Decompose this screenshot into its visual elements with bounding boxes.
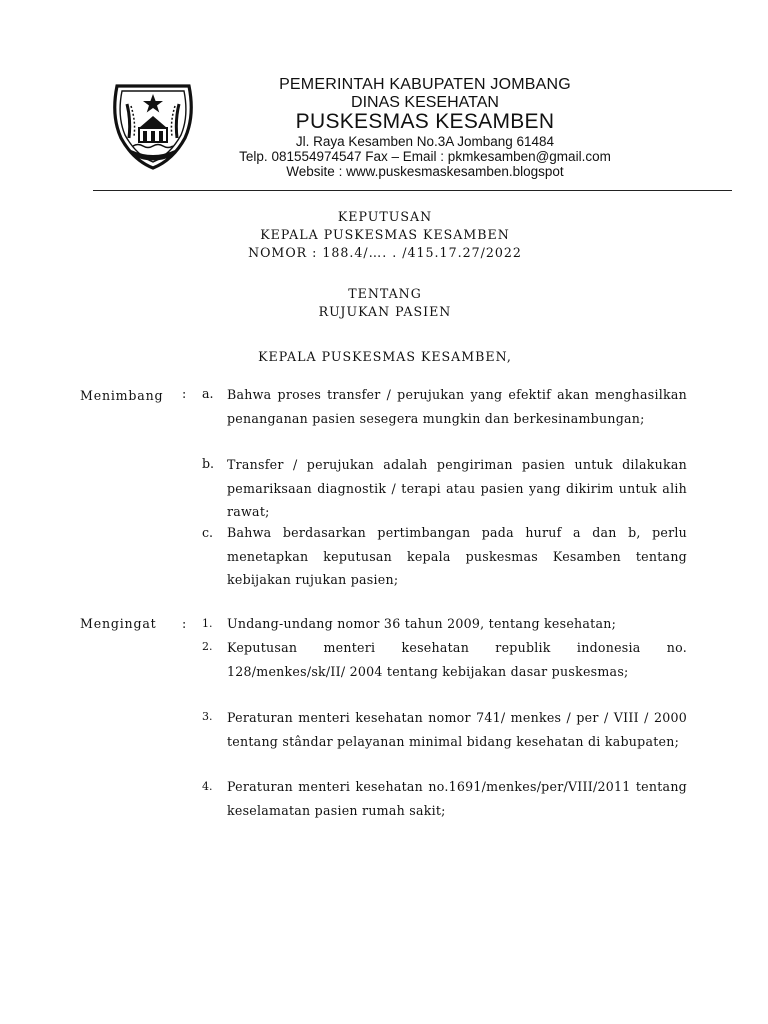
jombang-regency-emblem-icon bbox=[103, 76, 203, 172]
menimbang-marker-b: b. bbox=[202, 456, 215, 471]
menimbang-label: Menimbang bbox=[80, 388, 164, 403]
mengingat-item-1: Undang-undang nomor 36 tahun 2009, tentang kesehatan; bbox=[227, 616, 617, 631]
title-keputusan: KEPUTUSAN bbox=[337, 209, 433, 224]
menimbang-marker-c: c. bbox=[202, 525, 214, 540]
issuer-heading: KEPALA PUSKESMAS KESAMBEN, bbox=[258, 349, 512, 364]
mengingat-colon: : bbox=[182, 616, 187, 631]
title-tentang: TENTANG bbox=[348, 286, 422, 301]
header-government: PEMERINTAH KABUPATEN JOMBANG bbox=[279, 76, 571, 93]
menimbang-item-b: Transfer / perujukan adalah pengiriman pasien untuk dilakukan pemariksaan diagnostik / terapi atau pasien yang dikirim untuk alih rawat; bbox=[227, 457, 687, 519]
title-subject: RUJUKAN PASIEN bbox=[318, 304, 452, 319]
mengingat-marker-2: 2. bbox=[202, 640, 213, 653]
header-department: DINAS KESEHATAN bbox=[351, 94, 499, 111]
mengingat-item-4: Peraturan menteri kesehatan no.1691/menkes/per/VIII/2011 tentang keselamatan pasien rumah sakit; bbox=[227, 779, 687, 818]
mengingat-item-3: Peraturan menteri kesehatan nomor 741/ menkes / per / VIII / 2000 tentang stândar pelayanan minimal bidang kesehatan di kabupaten; bbox=[227, 710, 687, 749]
mengingat-item-2: Keputusan menteri kesehatan republik indonesia no. 128/menkes/sk/II/ 2004 tentang kebijakan dasar puskesmas; bbox=[227, 640, 687, 679]
menimbang-marker-a: a. bbox=[202, 386, 214, 401]
mengingat-marker-3: 3. bbox=[202, 710, 213, 723]
mengingat-marker-1: 1. bbox=[202, 617, 213, 630]
header-divider bbox=[93, 190, 732, 191]
menimbang-item-c: Bahwa berdasarkan pertimbangan pada huruf a dan b, perlu menetapkan keputusan kepala puskesmas Kesamben tentang kebijakan rujukan pasien; bbox=[227, 525, 687, 587]
header-address: Jl. Raya Kesamben No.3A Jombang 61484 bbox=[295, 134, 555, 149]
title-issuer-line: KEPALA PUSKESMAS KESAMBEN bbox=[260, 227, 510, 242]
mengingat-marker-4: 4. bbox=[202, 780, 213, 793]
header-institution: PUSKESMAS KESAMBEN bbox=[295, 110, 555, 133]
menimbang-item-a: Bahwa proses transfer / perujukan yang efektif akan menghasilkan penanganan pasien sesegera mungkin dan berkesinambungan; bbox=[227, 387, 687, 426]
menimbang-colon: : bbox=[182, 386, 187, 401]
title-number: NOMOR : 188.4/…. . /415.17.27/2022 bbox=[248, 245, 522, 260]
mengingat-label: Mengingat bbox=[80, 616, 157, 631]
header-website: Website : www.puskesmaskesamben.blogspot bbox=[286, 164, 564, 179]
header-contact: Telp. 081554974547 Fax – Email : pkmkesamben@gmail.com bbox=[239, 149, 611, 164]
